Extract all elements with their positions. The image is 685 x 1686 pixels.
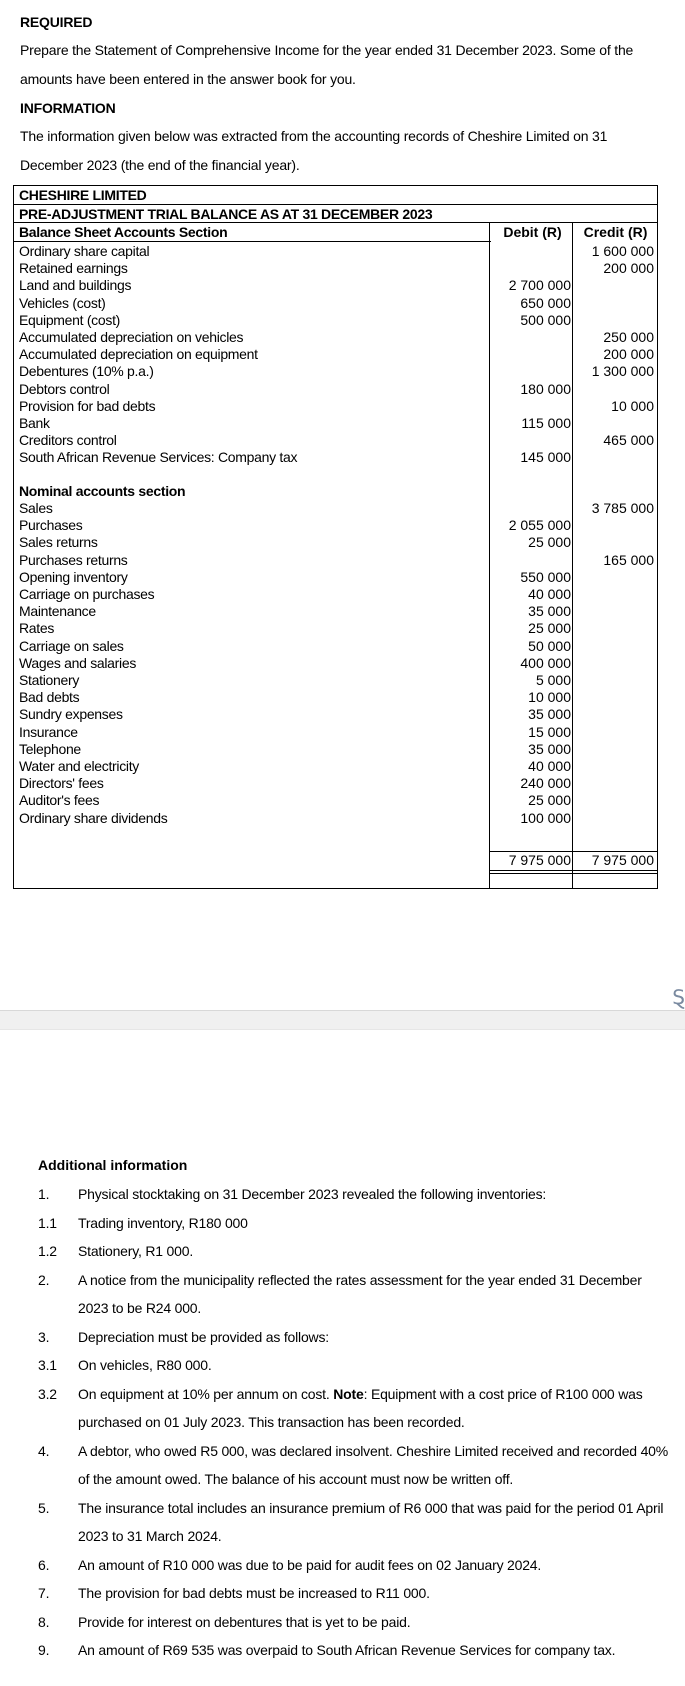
account-name: Bad debts xyxy=(19,689,80,706)
account-name: Creditors control xyxy=(19,432,117,449)
credit-amount: 200 000 xyxy=(603,346,654,363)
info-item-4: 4. A debtor, who owed R5 000, was declared insolvent. Cheshire Limited received and recorded 40% of the amount owed. The balance of his account must now be written off. xyxy=(38,1442,668,1487)
debit-amount: 650 000 xyxy=(520,294,571,311)
info-item-3-2: 3.2 On equipment at 10% per annum on cost. Note: Equipment with a cost price of R100 000 was purchased on 01 July 2023. This transaction has been recorded. xyxy=(38,1385,643,1430)
table-row xyxy=(14,774,657,793)
table-row xyxy=(14,602,657,621)
account-name: Wages and salaries xyxy=(19,654,137,671)
table-row xyxy=(14,516,657,535)
table-row xyxy=(14,362,657,381)
required-heading: REQUIRED xyxy=(20,14,93,30)
credit-amount: 1 600 000 xyxy=(591,243,654,259)
credit-amount: 250 000 xyxy=(603,329,654,345)
account-name: Carriage on purchases xyxy=(19,586,155,602)
credit-amount: 465 000 xyxy=(603,432,654,449)
table-row xyxy=(14,242,657,261)
totals-row xyxy=(14,851,657,870)
debit-amount: 550 000 xyxy=(520,568,571,585)
debit-amount: 2 700 000 xyxy=(508,277,571,294)
table-row xyxy=(14,568,657,587)
debit-amount: 500 000 xyxy=(520,311,571,328)
information-text: The information given below was extracted from the accounting records of Cheshire Limited on 31 December 2023 (the end of the financial year). xyxy=(20,128,608,173)
info-item-6: 6. An amount of R10 000 was due to be paid for audit fees on 02 January 2024. xyxy=(38,1556,542,1573)
info-item-1: 1. Physical stocktaking on 31 December 2023 revealed the following inventories: xyxy=(38,1186,547,1202)
account-name: Auditor's fees xyxy=(19,792,100,809)
table-row xyxy=(14,414,657,433)
account-name: Rates xyxy=(19,620,55,637)
info-item-1-2: 1.2 Stationery, R1 000. xyxy=(38,1243,194,1259)
debit-amount: 240 000 xyxy=(520,775,571,792)
account-name: Insurance xyxy=(19,723,78,740)
edge-glyph: Ȿ xyxy=(672,987,685,1009)
page-separator xyxy=(0,1010,685,1030)
account-name: Provision for bad debts xyxy=(19,397,156,414)
debit-amount: 180 000 xyxy=(520,380,571,397)
company-name: CHESHIRE LIMITED xyxy=(19,187,147,203)
account-name: Telephone xyxy=(19,740,81,757)
table-row xyxy=(14,757,657,776)
account-name: Water and electricity xyxy=(19,758,140,774)
table-row xyxy=(14,637,657,656)
table-row xyxy=(14,671,657,690)
table-row xyxy=(14,809,657,828)
table-row xyxy=(14,259,657,278)
table-row xyxy=(14,499,657,518)
info-item-3: 3. Depreciation must be provided as follows: xyxy=(38,1328,329,1345)
account-name: Vehicles (cost) xyxy=(19,294,106,311)
total-debit: 7 975 000 xyxy=(508,852,571,868)
debit-amount: 115 000 xyxy=(521,415,571,431)
debit-amount: 40 000 xyxy=(528,586,571,602)
debit-amount: 5 000 xyxy=(535,672,571,688)
account-name: Debtors control xyxy=(19,380,110,397)
nominal-section-header-row xyxy=(14,482,657,501)
account-name: Bank xyxy=(19,415,50,431)
info-item-2: 2. A notice from the municipality reflected the rates assessment for the year ended 31 December 2023 to be R24 000. xyxy=(38,1271,642,1316)
debit-amount: 35 000 xyxy=(528,740,571,757)
required-text: Prepare the Statement of Comprehensive Income for the year ended 31 December 2023. Some of the amounts have been entered in the answer book for you. xyxy=(20,42,634,87)
table-row xyxy=(14,345,657,364)
table-row xyxy=(14,654,657,673)
debit-header: Debit (R) xyxy=(503,224,562,240)
table-row xyxy=(14,688,657,707)
credit-header: Credit (R) xyxy=(583,224,648,240)
table-row xyxy=(14,276,657,295)
credit-amount: 1 300 000 xyxy=(591,363,654,380)
table-row xyxy=(14,397,657,416)
account-name: Accumulated depreciation on equipment xyxy=(19,346,258,363)
debit-amount: 50 000 xyxy=(528,637,571,654)
debit-amount: 25 000 xyxy=(528,534,571,551)
account-name: Directors' fees xyxy=(19,775,104,792)
table-row xyxy=(14,448,657,467)
account-name: Maintenance xyxy=(19,603,96,620)
table-row xyxy=(14,705,657,724)
trial-balance-title: PRE-ADJUSTMENT TRIAL BALANCE AS AT 31 DECEMBER 2023 xyxy=(19,205,433,222)
table-row xyxy=(14,723,657,742)
account-name: Sundry expenses xyxy=(19,706,123,723)
double-rule-2 xyxy=(489,873,658,874)
account-name: Sales returns xyxy=(19,534,98,551)
table-row xyxy=(14,551,657,570)
table-row xyxy=(14,585,657,604)
information-heading: INFORMATION xyxy=(20,100,116,116)
table-row xyxy=(14,328,657,347)
account-name: Ordinary share dividends xyxy=(19,809,168,826)
table-row xyxy=(14,380,657,399)
debit-amount: 35 000 xyxy=(528,706,571,723)
account-name: Purchases returns xyxy=(19,551,128,568)
debit-amount: 25 000 xyxy=(528,620,571,637)
info-item-3-1: 3.1 On vehicles, R80 000. xyxy=(38,1357,212,1373)
table-row xyxy=(14,311,657,330)
debit-amount: 2 055 000 xyxy=(508,517,571,534)
account-name: Equipment (cost) xyxy=(19,311,121,328)
account-name: Ordinary share capital xyxy=(19,243,150,259)
debit-amount: 100 000 xyxy=(520,809,571,826)
debit-amount: 145 000 xyxy=(520,449,571,466)
bs-section-header-row xyxy=(14,223,657,242)
debit-amount: 10 000 xyxy=(528,689,571,706)
table-row xyxy=(14,431,657,450)
account-name: Land and buildings xyxy=(19,277,132,294)
credit-amount: 3 785 000 xyxy=(591,500,654,516)
additional-info-heading: Additional information xyxy=(38,1157,188,1173)
account-name: Retained earnings xyxy=(19,260,128,277)
info-item-9: 9. An amount of R69 535 was overpaid to South African Revenue Services for company tax. xyxy=(38,1642,616,1658)
table-row xyxy=(14,533,657,552)
trial-balance-table xyxy=(13,185,658,889)
credit-amount: 10 000 xyxy=(611,397,654,414)
account-name: Accumulated depreciation on vehicles xyxy=(19,329,244,345)
credit-amount: 165 000 xyxy=(603,551,654,568)
debit-amount: 40 000 xyxy=(528,758,571,774)
double-rule-1 xyxy=(489,870,658,871)
bs-section-title: Balance Sheet Accounts Section xyxy=(19,224,228,240)
table-row xyxy=(14,740,657,759)
additional-info-list xyxy=(38,1180,668,1665)
info-item-8: 8. Provide for interest on debentures that is yet to be paid. xyxy=(38,1613,411,1630)
debit-amount: 15 000 xyxy=(528,723,571,740)
info-item-1-1: 1.1 Trading inventory, R180 000 xyxy=(38,1214,248,1231)
account-name: South African Revenue Services: Company tax xyxy=(19,449,298,466)
table-row xyxy=(14,791,657,810)
info-item-7: 7. The provision for bad debts must be increased to R11 000. xyxy=(38,1585,430,1601)
info-item-5: 5. The insurance total includes an insurance premium of R6 000 that was paid for the period 01 April 2023 to 31 March 2024. xyxy=(38,1499,664,1544)
table-row xyxy=(14,619,657,638)
account-name: Purchases xyxy=(19,517,83,534)
total-credit: 7 975 000 xyxy=(591,852,654,868)
debit-amount: 35 000 xyxy=(528,603,571,620)
account-name: Debentures (10% p.a.) xyxy=(19,363,154,380)
debit-amount: 25 000 xyxy=(528,792,571,809)
account-name: Stationery xyxy=(19,672,80,688)
debit-amount: 400 000 xyxy=(520,654,571,671)
table-row xyxy=(14,294,657,313)
nominal-section-title: Nominal accounts section xyxy=(19,483,186,499)
account-name: Sales xyxy=(19,500,53,516)
credit-amount: 200 000 xyxy=(603,260,654,277)
account-name: Carriage on sales xyxy=(19,637,124,654)
account-name: Opening inventory xyxy=(19,568,128,585)
